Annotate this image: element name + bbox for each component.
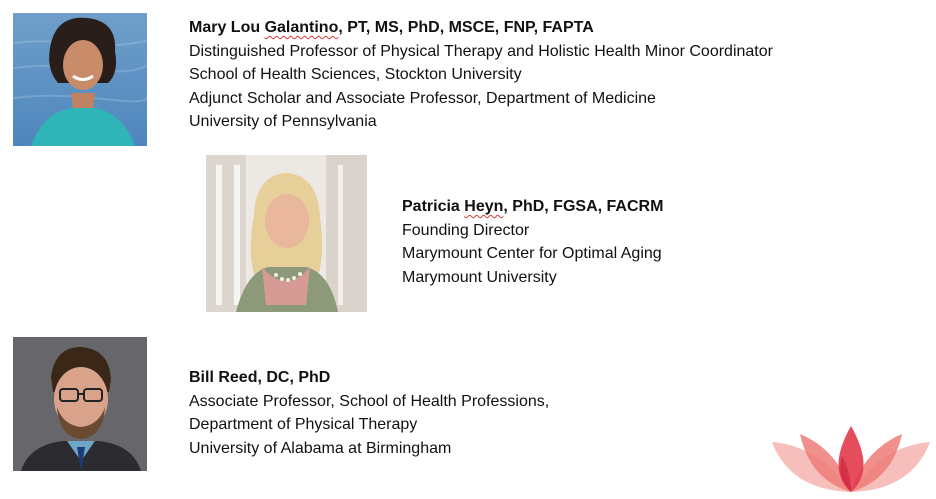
person-title: Associate Professor, School of Health Professions, bbox=[189, 392, 550, 410]
portrait-man-glasses bbox=[13, 337, 147, 471]
person-info-heyn bbox=[402, 195, 663, 289]
person-name: Mary Lou Galantino, PT, MS, PhD, MSCE, FNP, FAPTA bbox=[189, 19, 594, 36]
photo-bill-reed bbox=[13, 337, 147, 471]
person-name: Patricia Heyn, PhD, FGSA, FACRM bbox=[402, 198, 664, 215]
person-affiliation: Marymount Center for Optimal Aging bbox=[402, 245, 662, 262]
photo-patricia-heyn bbox=[206, 155, 367, 312]
person-affiliation: University of Pennsylvania bbox=[189, 113, 377, 130]
portrait-woman-blonde bbox=[206, 155, 367, 312]
person-title: Founding Director bbox=[402, 221, 530, 239]
photo-mary-lou-galantino bbox=[13, 13, 147, 146]
person-affiliation: Marymount University bbox=[402, 268, 557, 286]
person-affiliation: Department of Physical Therapy bbox=[189, 416, 418, 433]
person-title: Distinguished Professor of Physical Therapy and Holistic Health Minor Coordinator bbox=[189, 42, 773, 60]
person-name: Bill Reed, DC, PhD bbox=[189, 369, 331, 386]
person-affiliation: Adjunct Scholar and Associate Professor, Department of Medicine bbox=[189, 89, 656, 107]
person-affiliation: University of Alabama at Birmingham bbox=[189, 439, 452, 457]
person-affiliation: School of Health Sciences, Stockton University bbox=[189, 66, 522, 83]
lotus-logo-icon bbox=[770, 420, 932, 494]
portrait-woman-water bbox=[13, 13, 147, 146]
person-info-reed bbox=[189, 366, 549, 460]
person-info-galantino bbox=[189, 16, 773, 134]
